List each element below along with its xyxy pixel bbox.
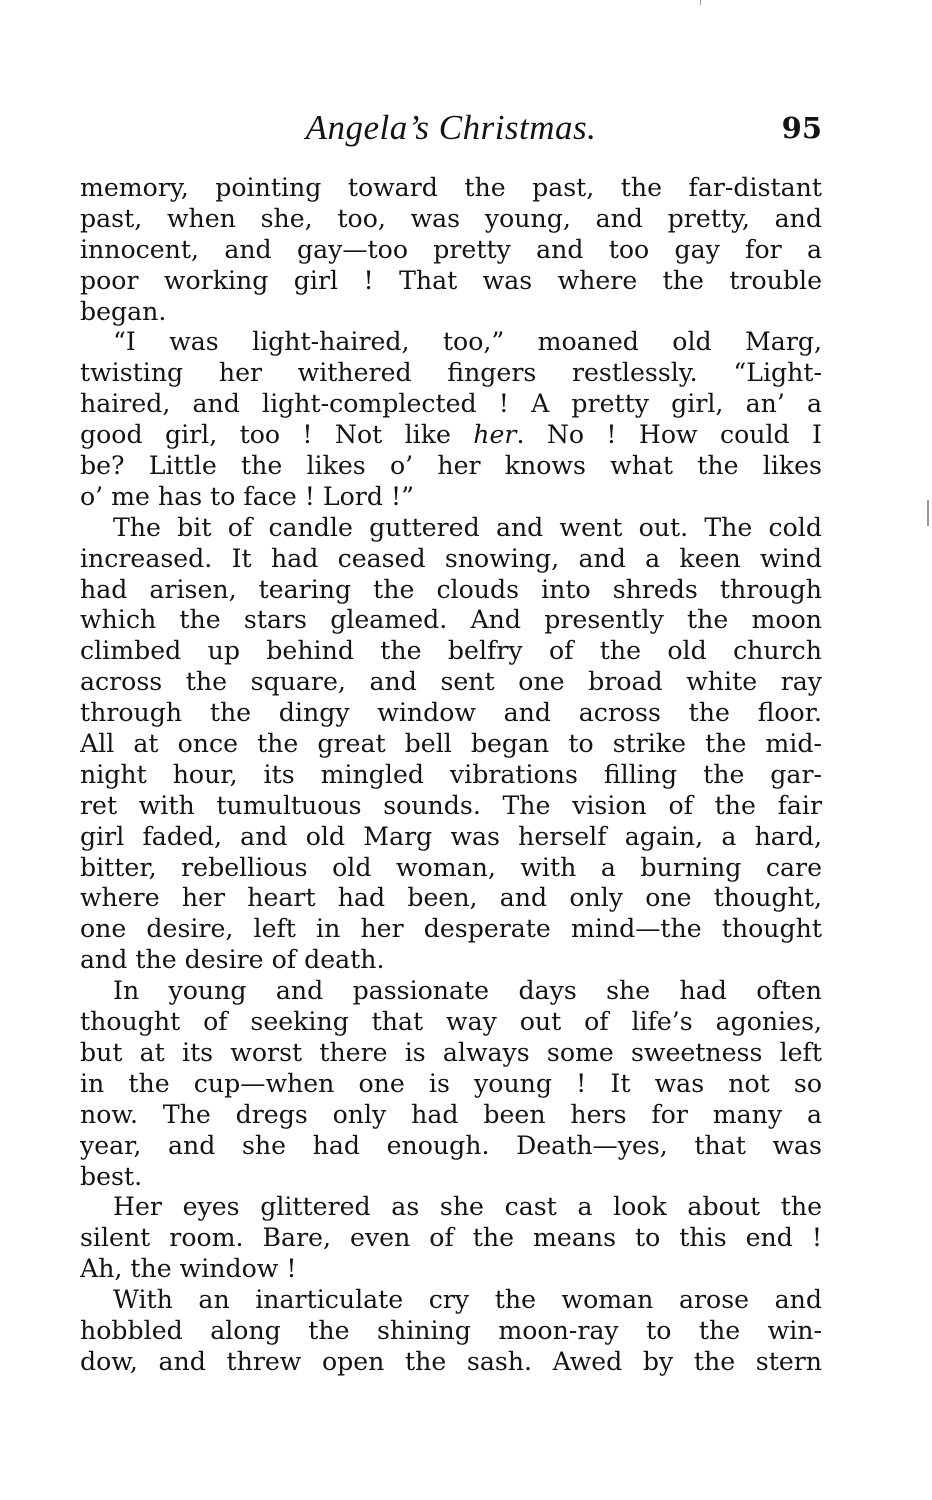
text-line: through the dingy window and across the floor. <box>80 698 822 728</box>
text-line: twisting her withered fingers restlessly. “Light- <box>80 358 822 388</box>
text-line: Her eyes glittered as she cast a look about the <box>113 1192 822 1222</box>
text-line: hobbled along the shining moon-ray to the win- <box>80 1315 822 1345</box>
text-line: All at once the great bell began to strike the mid- <box>80 729 822 759</box>
text-line: girl faded, and old Marg was herself again, a hard, <box>80 821 822 851</box>
text-line: best. <box>80 1161 143 1191</box>
text-line: across the square, and sent one broad white ray <box>80 667 822 697</box>
text-line: haired, and light-complected ! A pretty girl, an’ a <box>80 389 822 419</box>
text-line: innocent, and gay—too pretty and too gay for a <box>80 234 822 264</box>
text-line: increased. It had ceased snowing, and a keen wind <box>80 543 822 573</box>
text-line: night hour, its mingled vibrations filling the gar- <box>80 759 822 789</box>
text-line: ret with tumultuous sounds. The vision of the fair <box>80 790 822 820</box>
text-line: “I was light-haired, too,” moaned old Marg, <box>113 327 822 357</box>
text-line: had arisen, tearing the clouds into shreds through <box>80 574 822 604</box>
text-line: be? Little the likes o’ her knows what the likes <box>80 451 822 481</box>
text-line: now. The dregs only had been hers for many a <box>80 1099 822 1129</box>
body-text <box>80 173 822 1378</box>
text-line: bitter, rebellious old woman, with a burning care <box>80 852 822 882</box>
text-line: memory, pointing toward the past, the far-distant <box>80 173 822 202</box>
text-line: in the cup—when one is young ! It was not so <box>80 1068 822 1098</box>
text-line: began. <box>80 296 167 326</box>
text-line: silent room. Bare, even of the means to this end ! <box>80 1223 822 1253</box>
text-line: where her heart had been, and only one thought, <box>80 883 822 913</box>
text-line: thought of seeking that way out of life’s agonies, <box>80 1007 822 1037</box>
scan-mark <box>927 500 929 526</box>
text-line: and the desire of death. <box>80 945 385 975</box>
page-number: 95 <box>781 111 822 145</box>
text-line: past, when she, too, was young, and pretty, and <box>80 203 822 233</box>
text-line: which the stars gleamed. And presently the moon <box>80 605 822 635</box>
text-line: climbed up behind the belfry of the old church <box>80 636 822 666</box>
running-title: Angela’s Christmas. <box>305 108 597 147</box>
text-line: dow, and threw open the sash. Awed by the stern <box>80 1346 822 1376</box>
text-line: The bit of candle guttered and went out. The cold <box>113 512 822 542</box>
text-line: o’ me has to face ! Lord !” <box>80 481 414 511</box>
text-line: poor working girl ! That was where the trouble <box>80 265 822 295</box>
text-line: Ah, the window ! <box>80 1254 297 1284</box>
text-line: one desire, left in her desperate mind—the thought <box>80 914 822 944</box>
running-header <box>80 104 822 152</box>
text-line: With an inarticulate cry the woman arose and <box>113 1285 822 1315</box>
scan-mark <box>700 0 701 5</box>
text-line: but at its worst there is always some sweetness left <box>80 1037 822 1067</box>
text-line: good girl, too ! Not like her. No ! How could I <box>80 420 822 450</box>
text-line: year, and she had enough. Death—yes, that was <box>80 1130 822 1160</box>
text-line: In young and passionate days she had often <box>113 976 822 1006</box>
